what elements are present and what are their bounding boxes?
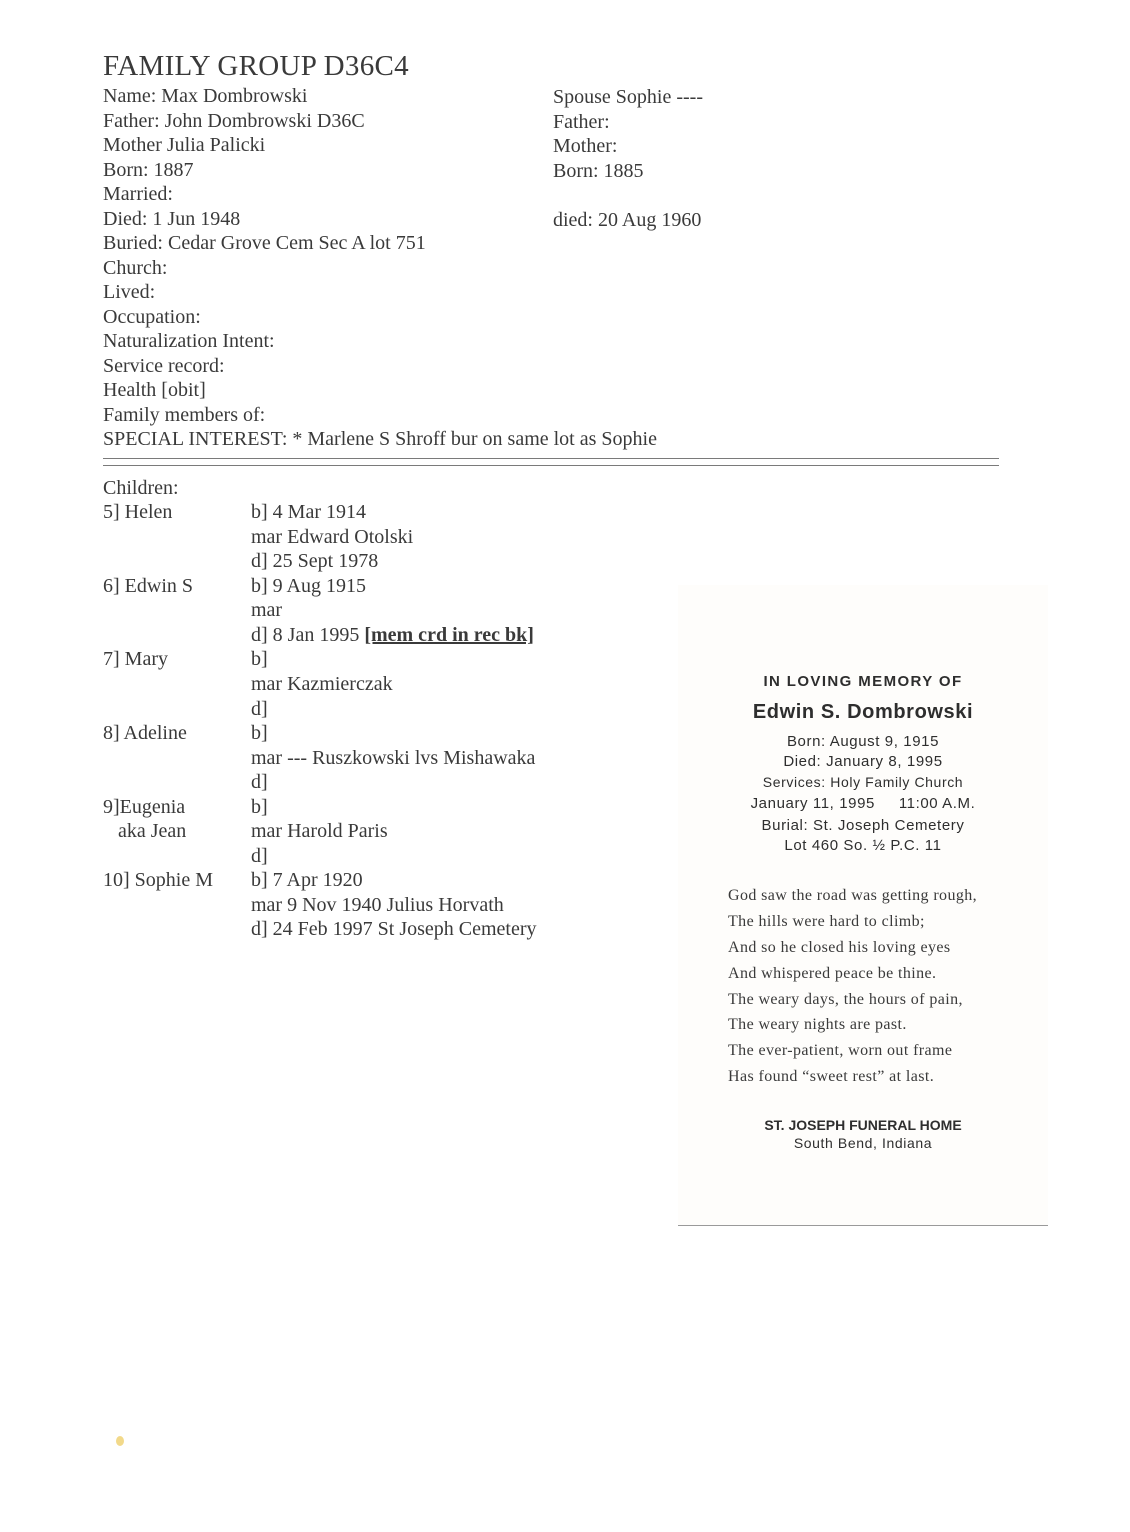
child-born: b] 7 Apr 1920 [251, 869, 363, 891]
spouse-field: Spouse Sophie ---- [553, 86, 703, 108]
poem-line: Has found “sweet rest” at last. [728, 1068, 935, 1085]
spouse-father-field: Father: [553, 110, 610, 133]
child-born: b] [251, 648, 268, 670]
special-interest-field: SPECIAL INTEREST: * Marlene S Shroff bur on same lot as Sophie [103, 428, 657, 450]
child-died: d] 25 Sept 1978 [251, 550, 379, 572]
page-title: FAMILY GROUP D36C4 [103, 50, 409, 82]
born-field: Born: 1887 [103, 158, 194, 181]
spouse-born-field: Born: 1885 [553, 159, 644, 182]
card-lot: Lot 460 So. ½ P.C. 11 [784, 837, 942, 854]
child-alias: aka Jean [118, 820, 187, 842]
mother-field: Mother Julia Palicki [103, 134, 266, 156]
poem-line: The ever-patient, worn out frame [728, 1042, 953, 1059]
child-name: 10] Sophie M [103, 869, 213, 891]
child-died-row [251, 623, 534, 648]
section-divider [103, 458, 999, 466]
poem-line: The weary days, the hours of pain, [728, 991, 963, 1008]
health-field: Health [obit] [103, 379, 206, 401]
card-burial: Burial: St. Joseph Cemetery [761, 817, 965, 834]
child-name: 8] Adeline [103, 722, 187, 744]
poem-line: And so he closed his loving eyes [728, 939, 951, 956]
memorial-card-note: [mem crd in rec bk] [364, 624, 534, 646]
card-born: Born: August 9, 1915 [786, 733, 940, 750]
child-name: 6] Edwin S [103, 575, 193, 597]
buried-field: Buried: Cedar Grove Cem Sec A lot 751 [103, 232, 426, 254]
name-field: Name: Max Dombrowski [103, 85, 308, 107]
card-date-time: January 11, 1995 11:00 A.M. [750, 795, 976, 812]
children-label: Children: [103, 477, 179, 499]
child-married: mar 9 Nov 1940 Julius Horvath [251, 894, 504, 916]
paper-stain [116, 1436, 124, 1446]
memorial-card [678, 585, 1048, 1226]
child-name: 5] Helen [103, 501, 173, 523]
child-name: 7] Mary [103, 648, 168, 670]
child-died: d] [251, 771, 268, 793]
poem-line: The hills were hard to climb; [728, 913, 925, 930]
child-died: d] 8 Jan 1995 [251, 624, 365, 646]
service-record-field: Service record: [103, 354, 225, 377]
child-died: d] [251, 698, 268, 720]
child-born: b] [251, 796, 268, 818]
child-name: 9]Eugenia [103, 796, 186, 818]
child-married: mar Edward Otolski [251, 526, 414, 548]
card-services: Services: Holy Family Church [762, 774, 964, 790]
child-married: mar [251, 599, 283, 621]
spouse-died-field: died: 20 Aug 1960 [553, 208, 702, 231]
funeral-home-name: ST. JOSEPH FUNERAL HOME [764, 1117, 962, 1133]
father-field: Father: John Dombrowski D36C [103, 109, 365, 132]
poem-line: And whispered peace be thine. [728, 965, 937, 982]
funeral-home-city: South Bend, Indiana [793, 1135, 933, 1151]
poem-line: God saw the road was getting rough, [728, 887, 978, 904]
lived-field: Lived: [103, 281, 156, 303]
child-died: d] [251, 845, 268, 867]
died-field: Died: 1 Jun 1948 [103, 207, 241, 230]
spouse-blank-line [553, 183, 703, 208]
card-name: Edwin S. Dombrowski [752, 701, 974, 723]
naturalization-field: Naturalization Intent: [103, 330, 275, 352]
married-field: Married: [103, 183, 173, 205]
poem-line: The weary nights are past. [728, 1016, 907, 1033]
child-born: b] 4 Mar 1914 [251, 501, 366, 523]
card-heading: IN LOVING MEMORY OF [763, 673, 963, 690]
child-married: mar --- Ruszkowski lvs Mishawaka [251, 747, 536, 769]
occupation-field: Occupation: [103, 305, 201, 328]
child-born: b] 9 Aug 1915 [251, 575, 366, 597]
child-married: mar Kazmierczak [251, 673, 393, 695]
card-died: Died: January 8, 1995 [783, 753, 943, 770]
spouse-mother-field: Mother: [553, 135, 618, 157]
church-field: Church: [103, 256, 168, 279]
child-born: b] [251, 722, 268, 744]
child-died: d] 24 Feb 1997 St Joseph Cemetery [251, 918, 537, 940]
spouse-details [553, 85, 703, 232]
family-members-field: Family members of: [103, 403, 266, 426]
child-married: mar Harold Paris [251, 820, 388, 842]
